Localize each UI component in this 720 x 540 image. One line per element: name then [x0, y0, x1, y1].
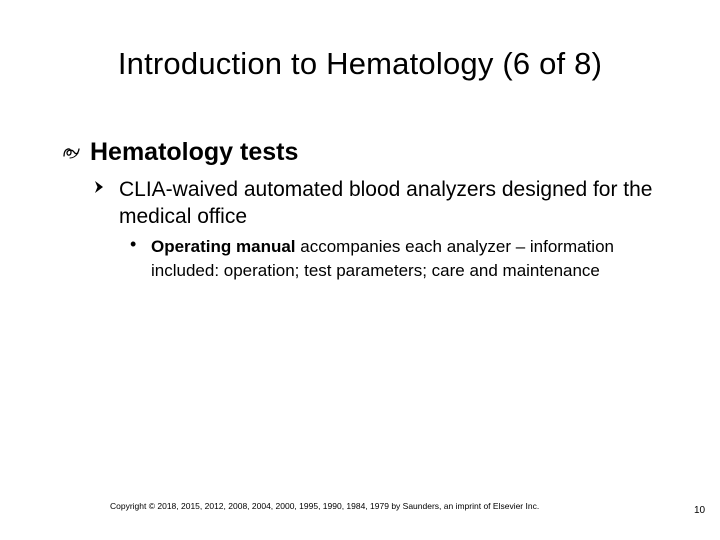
- bullet-level-3-bold-text: Operating manual: [151, 237, 296, 256]
- bullet-level-2-text: CLIA-waived automated blood analyzers designed for the medical office: [119, 178, 653, 228]
- page-number: 10: [694, 505, 706, 516]
- copyright-footer: Copyright © 2018, 2015, 2012, 2008, 2004, 2000, 1995, 1990, 1984, 1979 by Saunders, an imprint of Elsevier Inc.: [110, 501, 540, 511]
- slide-title: Introduction to Hematology (6 of 8): [117, 46, 603, 81]
- dot-bullet-icon: •: [130, 234, 137, 254]
- bullet-level-3-rest-text: accompanies each analyzer – information included: operation; test parameters; care and maintenance: [151, 237, 614, 280]
- bullet-level-3-text: [151, 235, 641, 283]
- bullet-level-1-text: Hematology tests: [90, 138, 299, 166]
- swirl-bullet-icon: [62, 144, 80, 160]
- arrowhead-bullet-icon: [94, 180, 104, 200]
